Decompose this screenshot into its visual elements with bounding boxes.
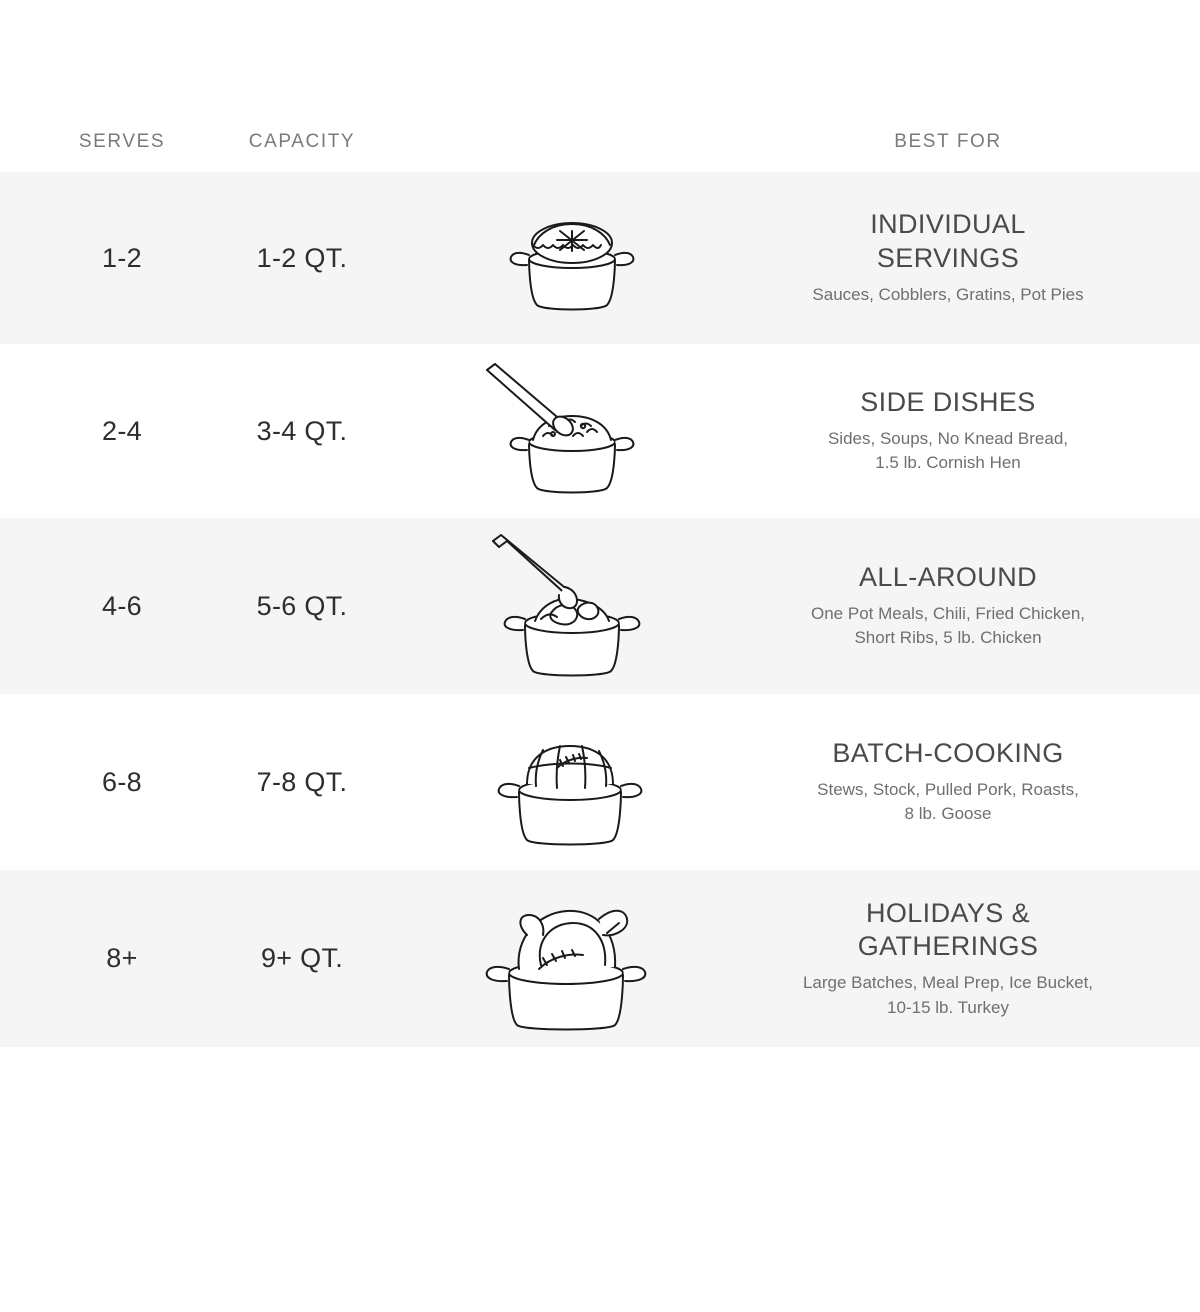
table-row <box>0 172 1200 344</box>
cell-serves <box>32 591 212 622</box>
cell-best-for <box>752 386 1168 476</box>
table-row <box>0 870 1200 1047</box>
best-for-desc-line-2: Short Ribs, 5 lb. Chicken <box>854 628 1042 648</box>
best-for-title-line-1: ALL-AROUND <box>858 561 1038 592</box>
column-header-capacity <box>212 131 392 153</box>
cell-best-for <box>752 737 1168 827</box>
cell-best-for <box>752 561 1168 651</box>
cell-best-for <box>752 208 1168 307</box>
cell-capacity <box>212 591 392 622</box>
best-for-description <box>752 778 1144 827</box>
dutch-oven-turkey-icon <box>457 879 687 1039</box>
best-for-title-line-2: SERVINGS <box>876 243 1020 274</box>
best-for-title <box>752 386 1144 420</box>
cell-serves <box>32 943 212 974</box>
capacity-value: 7-8 QT. <box>256 766 348 797</box>
header-label-serves: SERVES <box>78 131 166 152</box>
best-for-title <box>752 208 1144 276</box>
best-for-title-line-1: BATCH-COOKING <box>832 737 1064 768</box>
best-for-title-line-1: HOLIDAYS & <box>865 897 1031 928</box>
best-for-desc-line-1: One Pot Meals, Chili, Fried Chicken, <box>811 603 1085 623</box>
cell-capacity <box>212 943 392 974</box>
best-for-description <box>752 971 1144 1020</box>
serves-value: 1-2 <box>102 242 142 273</box>
best-for-desc-line-1: Large Batches, Meal Prep, Ice Bucket, <box>802 973 1094 993</box>
table-row <box>0 518 1200 694</box>
capacity-value: 9+ QT. <box>260 943 344 973</box>
serves-value: 6-8 <box>102 766 142 797</box>
best-for-description <box>752 427 1144 476</box>
cell-illustration <box>392 710 752 855</box>
best-for-desc-line-2: 10-15 lb. Turkey <box>887 997 1009 1017</box>
cell-best-for <box>752 897 1168 1021</box>
table-row <box>0 344 1200 518</box>
column-header-best-for <box>752 131 1168 153</box>
best-for-desc-line-1: Sauces, Cobblers, Gratins, Pot Pies <box>812 284 1084 304</box>
best-for-desc-line-2: 1.5 lb. Cornish Hen <box>875 453 1021 473</box>
serves-value: 8+ <box>106 943 138 973</box>
cell-serves <box>32 243 212 274</box>
table-header-row <box>0 112 1200 172</box>
cell-capacity <box>212 416 392 447</box>
best-for-title-line-1: SIDE DISHES <box>860 386 1036 417</box>
best-for-description <box>752 602 1144 651</box>
cell-capacity <box>212 767 392 798</box>
header-label-best-for: BEST FOR <box>894 131 1002 152</box>
best-for-title <box>752 561 1144 595</box>
cell-serves <box>32 767 212 798</box>
dutch-oven-chicken-tongs-icon <box>465 529 680 684</box>
capacity-value: 3-4 QT. <box>256 415 348 446</box>
table-row <box>0 694 1200 870</box>
best-for-desc-line-1: Sides, Soups, No Knead Bread, <box>827 428 1069 448</box>
dutch-oven-side-dish-spoon-icon <box>467 356 677 506</box>
dutch-oven-sizing-chart <box>0 112 1200 1312</box>
serves-value: 2-4 <box>102 415 142 446</box>
column-header-serves <box>32 131 212 153</box>
cell-illustration <box>392 193 752 323</box>
cell-capacity <box>212 243 392 274</box>
best-for-desc-line-1: Stews, Stock, Pulled Pork, Roasts, <box>817 779 1079 799</box>
capacity-value: 1-2 QT. <box>256 242 348 273</box>
cell-illustration <box>392 356 752 506</box>
best-for-title <box>752 737 1144 771</box>
best-for-desc-line-2: 8 lb. Goose <box>904 804 992 824</box>
serves-value: 4-6 <box>102 590 142 621</box>
cell-illustration <box>392 529 752 684</box>
best-for-title <box>752 897 1144 965</box>
cell-serves <box>32 416 212 447</box>
dutch-oven-roast-icon <box>465 710 680 855</box>
capacity-value: 5-6 QT. <box>256 590 348 621</box>
dutch-oven-pot-pie-icon <box>477 193 667 323</box>
best-for-description <box>752 283 1144 308</box>
cell-illustration <box>392 879 752 1039</box>
best-for-title-line-1: INDIVIDUAL <box>870 209 1026 240</box>
header-label-capacity: CAPACITY <box>248 131 356 152</box>
best-for-title-line-2: GATHERINGS <box>857 931 1039 962</box>
